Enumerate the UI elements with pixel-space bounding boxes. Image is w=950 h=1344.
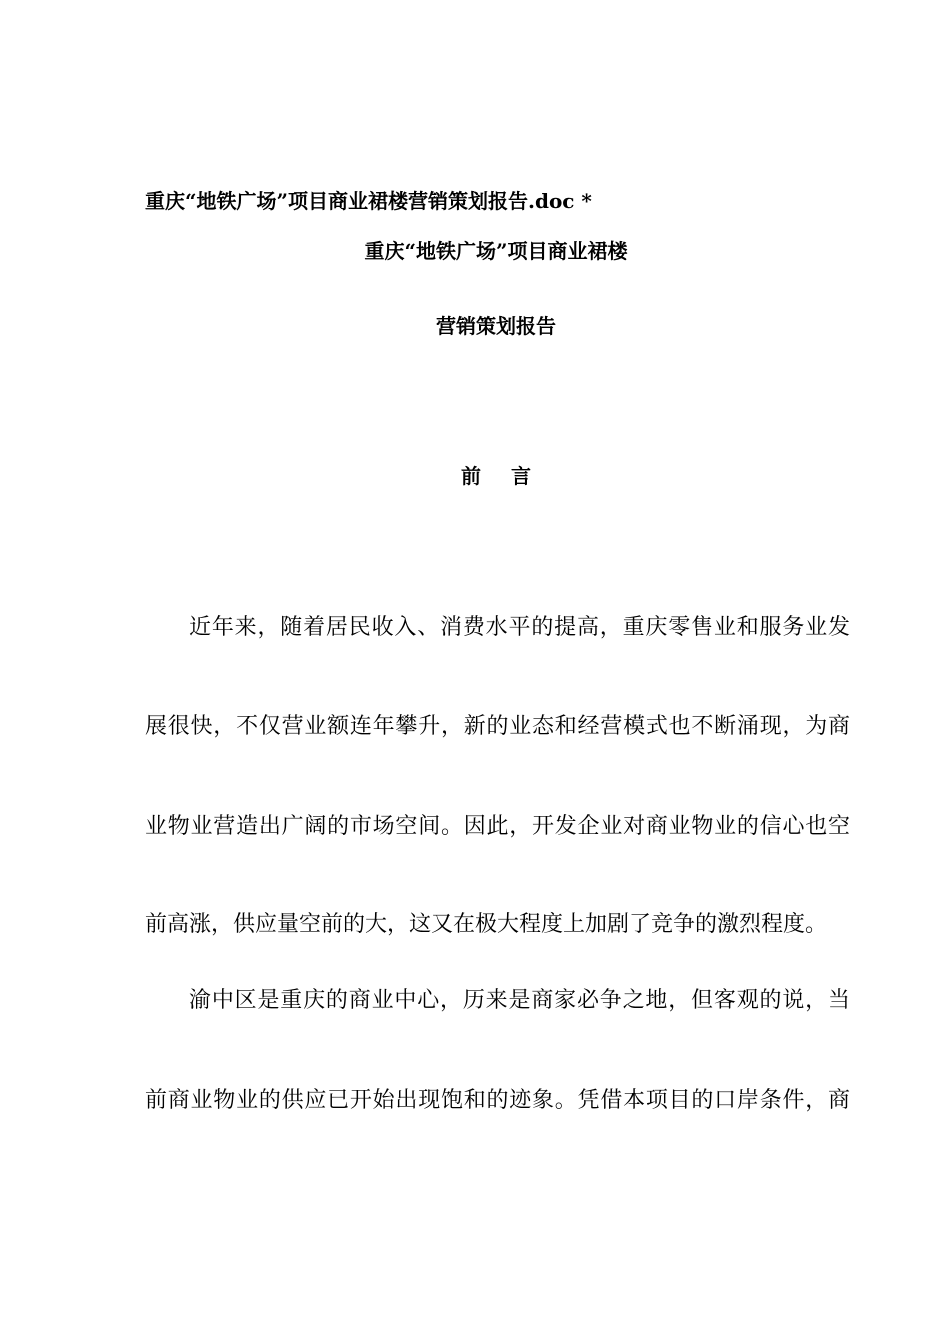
document-title-line-1: 重庆“地铁广场”项目商业裙楼 [364, 239, 628, 263]
paragraph-2-line-1: 渝中区是重庆的商业中心，历来是商家必争之地，但客观的说，当 [189, 988, 850, 1013]
paragraph-1-line-2: 展很快，不仅营业额连年攀升，新的业态和经营模式也不断涌现，为商 [145, 714, 850, 739]
paragraph-1-line-3: 业物业营造出广阔的市场空间。因此，开发企业对商业物业的信心也空 [145, 814, 850, 839]
document-title-line-2: 营销策划报告 [436, 314, 556, 338]
paragraph-1-line-4: 前高涨，供应量空前的大，这又在极大程度上加剧了竞争的激烈程度。 [145, 912, 828, 937]
document-header: 重庆“地铁广场”项目商业裙楼营销策划报告.doc * [145, 189, 592, 213]
section-heading-preface: 前言 [461, 464, 561, 488]
paragraph-2-line-2: 前商业物业的供应已开始出现饱和的迹象。凭借本项目的口岸条件，商 [145, 1088, 850, 1113]
paragraph-1-line-1: 近年来，随着居民收入、消费水平的提高，重庆零售业和服务业发 [189, 615, 850, 640]
